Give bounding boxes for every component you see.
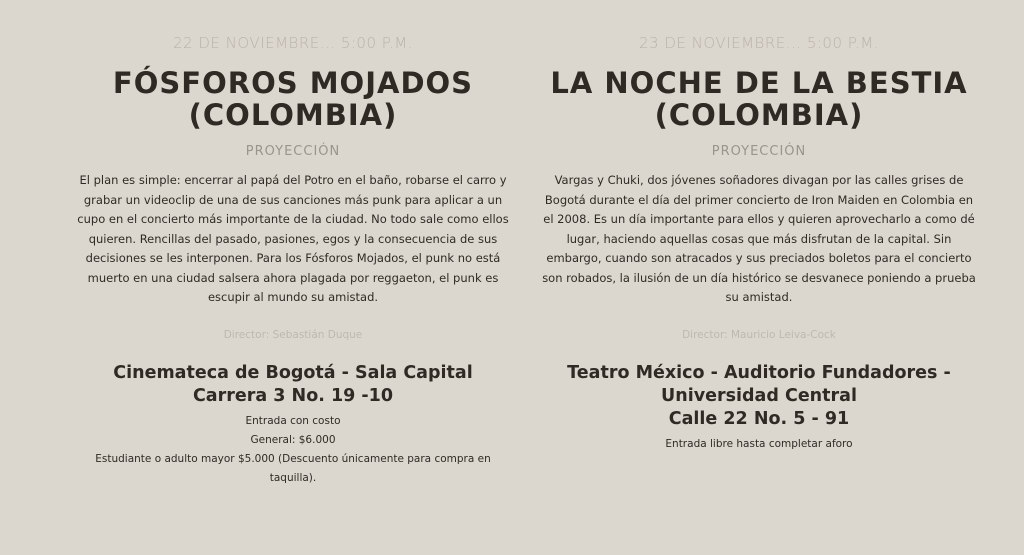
event-director: Director: Mauricio Leiva-Cock — [682, 328, 836, 341]
event-title-line: LA NOCHE DE LA BESTIA — [550, 66, 968, 100]
venue-name: Teatro México - Auditorio Fundadores - — [567, 362, 951, 383]
event-title — [62, 67, 524, 131]
venue-name-cont: Universidad Central — [661, 385, 857, 406]
event-entry-info — [528, 435, 990, 454]
event-title-country: (COLOMBIA) — [188, 98, 398, 132]
event-title-line: FÓSFOROS MOJADOS — [112, 66, 474, 100]
event-entry-info — [62, 412, 524, 488]
entry-type: Entrada con costo — [245, 414, 341, 427]
venue-name: Cinemateca de Bogotá - Sala Capital — [113, 362, 473, 383]
event-synopsis: Vargas y Chuki, dos jóvenes soñadores divagan por las calles grises de Bogotá durante el día del primer concierto de Iron Maiden en Colombia en el 2008. Es un día importante para ellos y quieren aprovecharlo a como dé lugar, haciendo aquellas cosas que más disfrutan de la capital. Sin embargo, cuando son atracados y sus preciados boletos para el concierto son robados, la ilusión de un día histórico se desvanece poniendo a prueba su amistad. — [542, 173, 976, 304]
event-title-country: (COLOMBIA) — [654, 98, 864, 132]
event-venue — [62, 362, 524, 408]
event-card-la-noche-de-la-bestia — [528, 0, 990, 454]
event-category: PROYECCIÓN — [711, 144, 807, 159]
event-date: 23 DE NOVIEMBRE... 5:00 P.M. — [639, 34, 879, 52]
venue-address: Carrera 3 No. 19 -10 — [192, 385, 394, 406]
event-director: Director: Sebastián Duque — [223, 328, 363, 341]
entry-price-discount: Estudiante o adulto mayor $5.000 (Descuento únicamente para compra en taquilla). — [95, 452, 491, 484]
event-title — [528, 67, 990, 131]
event-category: PROYECCIÓN — [245, 144, 341, 159]
event-synopsis: El plan es simple: encerrar al papá del Potro en el baño, robarse el carro y grabar un videoclip de una de sus canciones más punk para aplicar a un cupo en el concierto más importante de la ciudad. No todo sale como ellos quieren. Rencillas del pasado, pasiones, egos y la consecuencia de sus decisiones se les interponen. Para los Fósforos Mojados, el punk no está muerto en una ciudad salsera ahora plagada por reggaeton, el punk es escupir al mundo su amistad. — [77, 173, 509, 304]
event-card-fosforos-mojados — [62, 0, 524, 488]
event-venue — [528, 362, 990, 431]
entry-type: Entrada libre hasta completar aforo — [665, 437, 853, 450]
venue-address: Calle 22 No. 5 - 91 — [668, 408, 850, 429]
event-date: 22 DE NOVIEMBRE... 5:00 P.M. — [173, 34, 413, 52]
entry-price-general: General: $6.000 — [250, 433, 336, 446]
